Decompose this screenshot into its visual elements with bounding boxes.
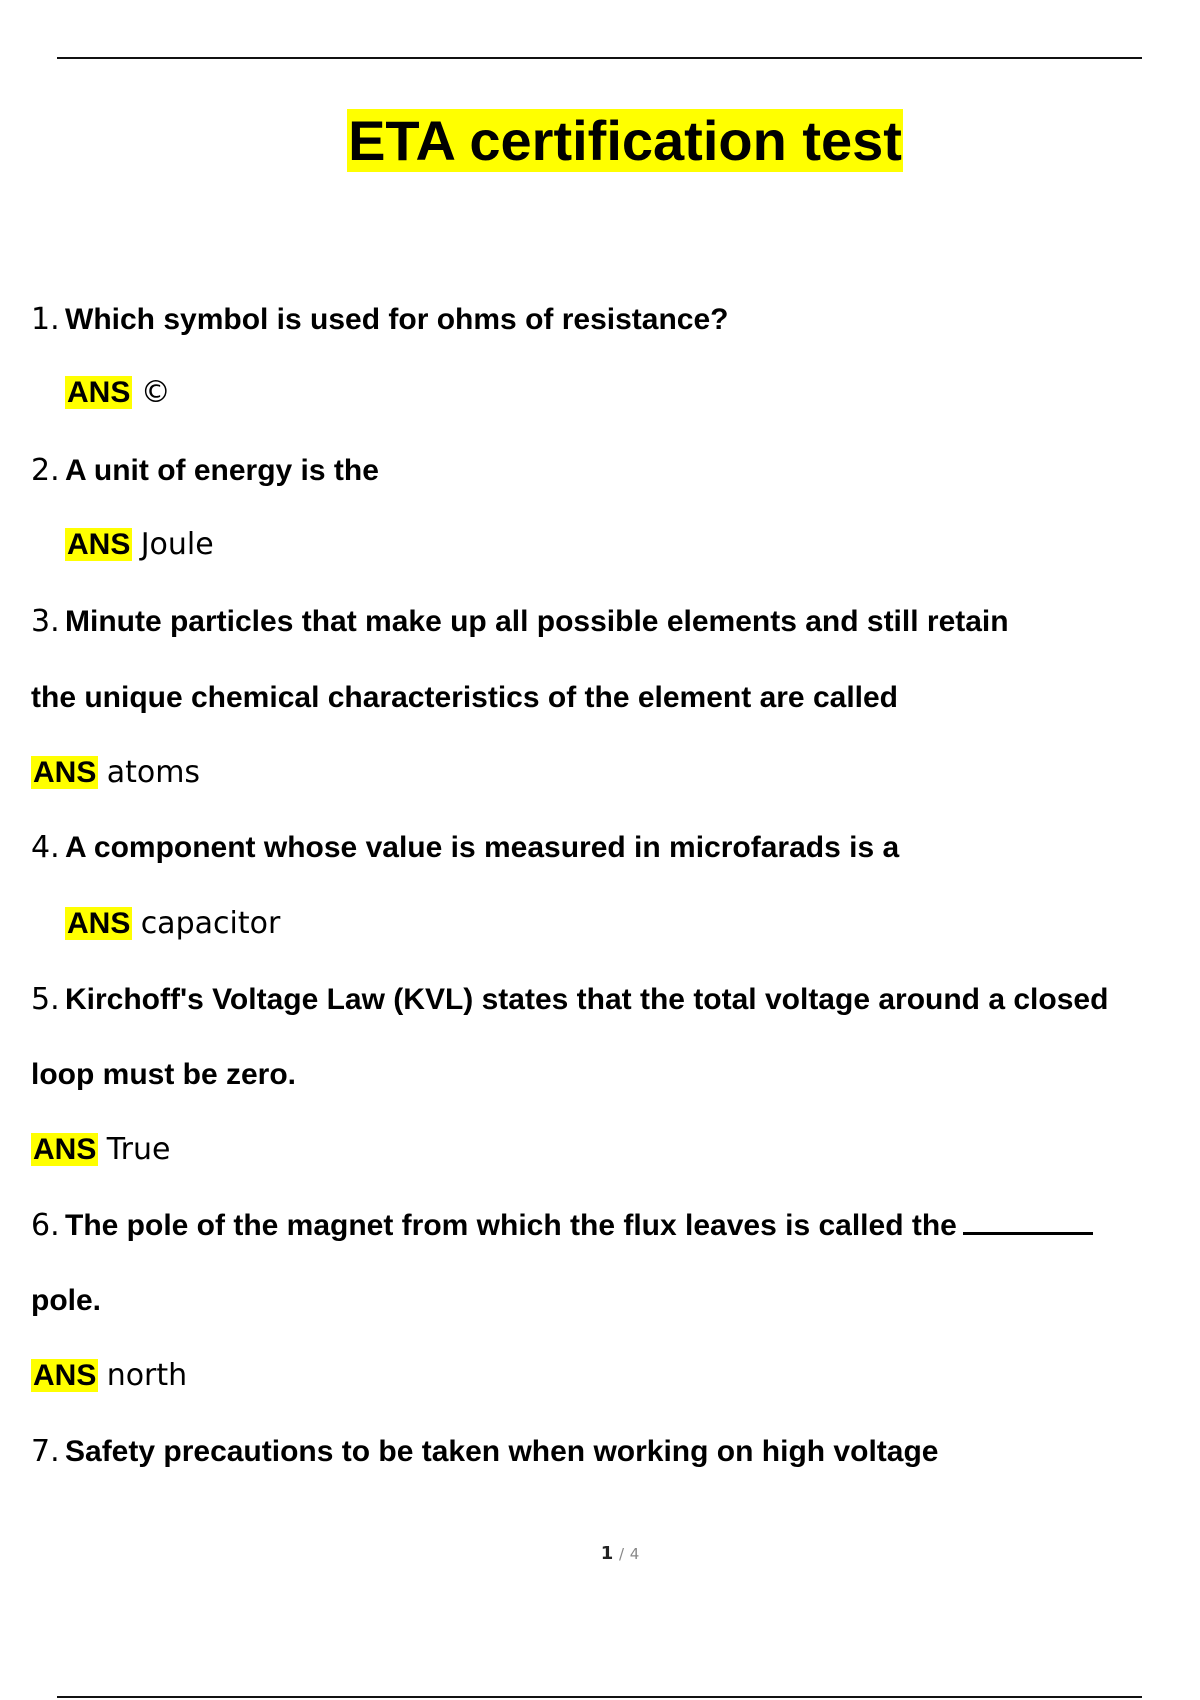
- answer-value: Joule: [140, 527, 214, 562]
- answer-value: north: [106, 1358, 188, 1393]
- page-title-text: ETA certification test: [348, 109, 902, 172]
- current-page: 1: [600, 1543, 614, 1564]
- question-2: [31, 451, 379, 491]
- question-text: Kirchoff's Voltage Law (KVL) states that the total voltage around a closed: [65, 983, 1109, 1016]
- answer-value: ©: [140, 375, 171, 410]
- question-number: 4.: [31, 830, 60, 865]
- question-3-continuation: [31, 678, 898, 718]
- ans-label: ANS: [33, 1359, 97, 1392]
- question-text: the unique chemical characteristics of the element are called: [31, 681, 898, 714]
- ans-label: ANS: [67, 376, 131, 409]
- answer-1: [65, 373, 171, 413]
- question-5: [31, 980, 1108, 1020]
- answer-5: [31, 1130, 170, 1170]
- question-4: [31, 828, 899, 868]
- question-text: Which symbol is used for ohms of resistance?: [65, 303, 729, 336]
- question-number: 7.: [31, 1434, 60, 1469]
- ans-label: ANS: [67, 528, 131, 561]
- question-1: [31, 300, 728, 340]
- top-divider: [57, 57, 1142, 59]
- question-number: 1.: [31, 302, 60, 337]
- question-text: A component whose value is measured in microfarads is a: [65, 831, 900, 864]
- bottom-divider: [57, 1696, 1142, 1698]
- answer-value: atoms: [106, 755, 201, 790]
- question-6: [31, 1206, 1093, 1246]
- question-text: Safety precautions to be taken when working on high voltage: [65, 1435, 939, 1468]
- question-number: 6.: [31, 1208, 60, 1243]
- ans-label: ANS: [33, 1133, 97, 1166]
- page-separator: /: [618, 1545, 625, 1563]
- answer-2: [65, 525, 214, 565]
- fill-in-blank-line: [963, 1206, 1093, 1235]
- question-number: 2.: [31, 453, 60, 488]
- question-text: A unit of energy is the: [65, 454, 379, 487]
- ans-label: ANS: [33, 756, 97, 789]
- total-pages: 4: [629, 1545, 640, 1563]
- question-7: [31, 1432, 938, 1472]
- question-3: [31, 602, 1009, 642]
- page-indicator: [0, 1543, 1200, 1564]
- ans-label: ANS: [67, 907, 131, 940]
- question-5-continuation: [31, 1055, 296, 1095]
- answer-value: True: [106, 1132, 171, 1167]
- answer-6: [31, 1356, 187, 1396]
- question-text: loop must be zero.: [31, 1058, 297, 1091]
- answer-4: [65, 904, 280, 944]
- page-title: [0, 106, 1200, 176]
- answer-value: capacitor: [140, 906, 281, 941]
- question-number: 5.: [31, 982, 60, 1017]
- question-6-continuation: [31, 1281, 101, 1321]
- question-text: pole.: [31, 1284, 102, 1317]
- question-text: Minute particles that make up all possible elements and still retain: [65, 605, 1009, 638]
- question-text: The pole of the magnet from which the flux leaves is called the: [65, 1209, 957, 1242]
- question-number: 3.: [31, 604, 60, 639]
- answer-3: [31, 753, 200, 793]
